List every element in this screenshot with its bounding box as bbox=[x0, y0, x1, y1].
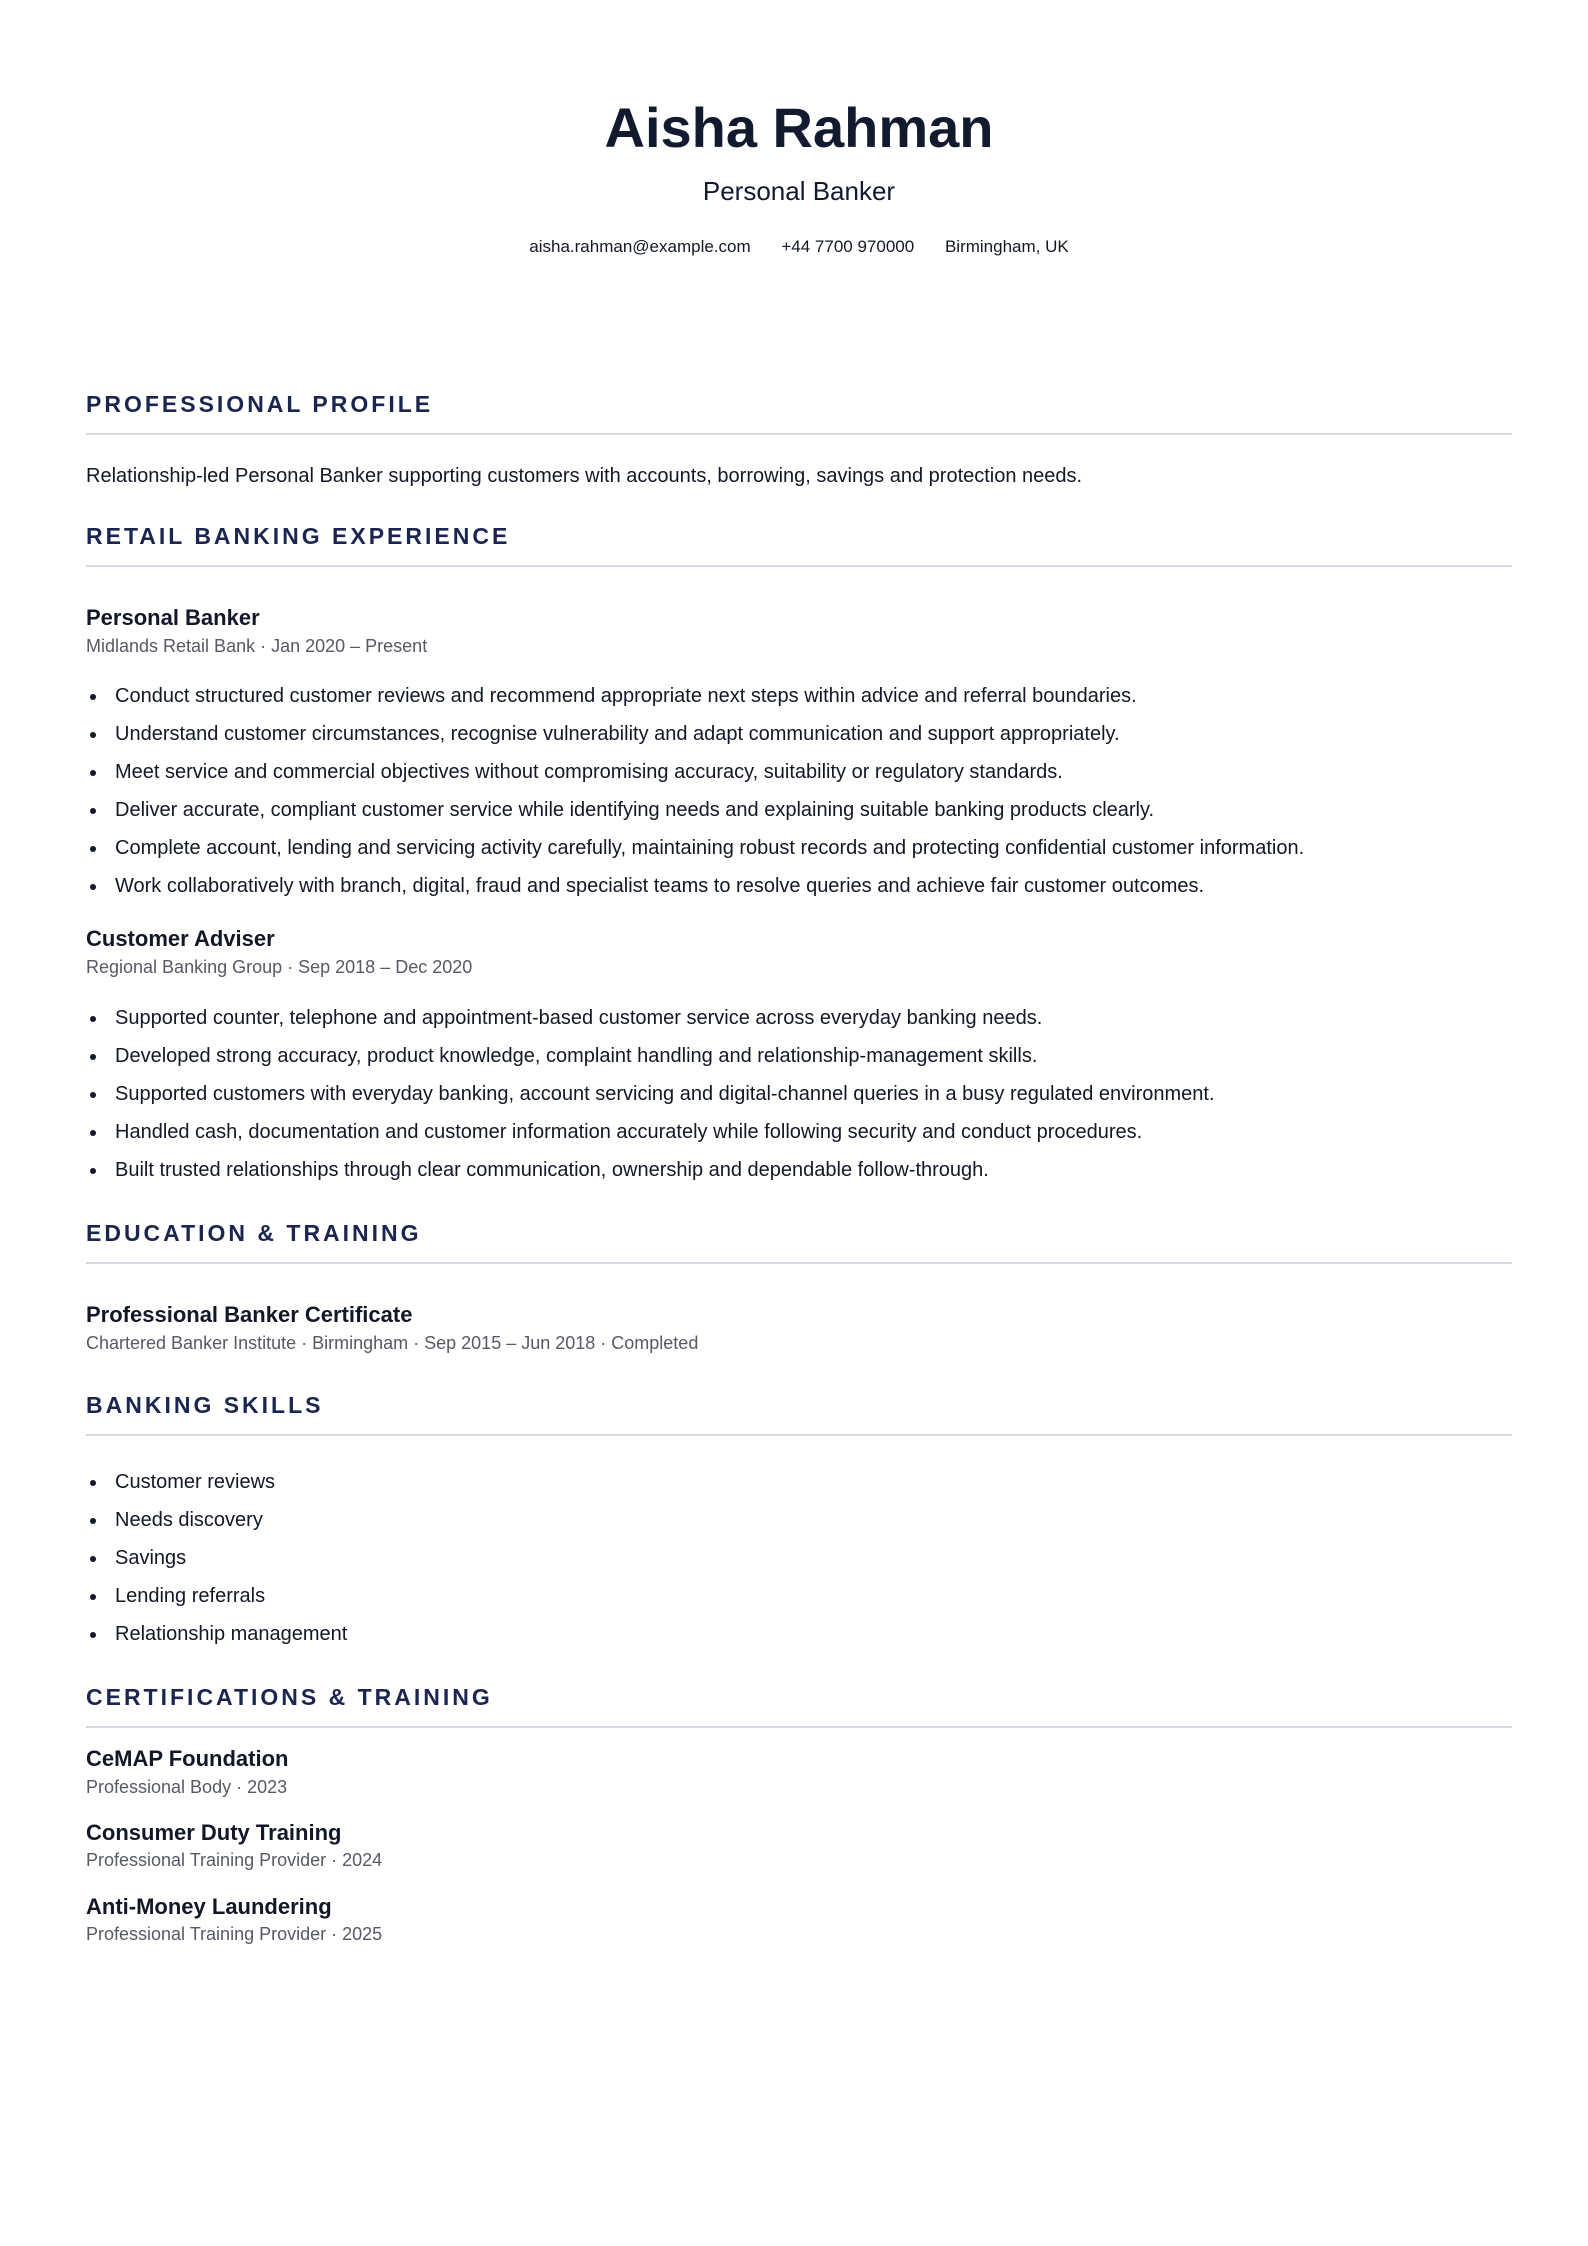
education-name: Professional Banker Certificate bbox=[86, 1302, 413, 1327]
section-divider bbox=[86, 1434, 1512, 1436]
job-role: Customer Adviser bbox=[86, 926, 275, 951]
list-item: Savings bbox=[86, 1545, 1512, 1583]
list-item: Supported customers with everyday banking, account servicing and digital-channel queries in a busy regulated environment. bbox=[86, 1081, 1512, 1119]
job-role: Personal Banker bbox=[86, 605, 260, 630]
certification-meta: Professional Training Provider · 2024 bbox=[86, 1850, 383, 1870]
job-meta: Midlands Retail Bank · Jan 2020 – Present bbox=[86, 636, 428, 656]
phone-text: +44 7700 970000 bbox=[781, 237, 915, 256]
certification-name: Consumer Duty Training bbox=[86, 1820, 342, 1845]
list-item: Developed strong accuracy, product knowledge, complaint handling and relationship-management skills. bbox=[86, 1043, 1512, 1081]
list-item: Needs discovery bbox=[86, 1507, 1512, 1545]
list-item: Complete account, lending and servicing activity carefully, maintaining robust records and protecting confidential customer information. bbox=[86, 835, 1512, 873]
list-item: Handled cash, documentation and customer information accurately while following security and conduct procedures. bbox=[86, 1119, 1512, 1157]
certification-name: Anti-Money Laundering bbox=[86, 1894, 332, 1919]
certification-meta: Professional Body · 2023 bbox=[86, 1777, 288, 1797]
list-item: Conduct structured customer reviews and recommend appropriate next steps within advice and referral boundaries. bbox=[86, 683, 1512, 721]
section-heading-certifications: CERTIFICATIONS & TRAINING bbox=[86, 1684, 493, 1710]
certification-meta: Professional Training Provider · 2025 bbox=[86, 1924, 383, 1944]
education-meta: Chartered Banker Institute · Birmingham · Sep 2015 – Jun 2018 · Completed bbox=[86, 1333, 699, 1353]
list-item: Customer reviews bbox=[86, 1469, 1512, 1507]
profile-summary: Relationship-led Personal Banker supporting customers with accounts, borrowing, savings and protection needs. bbox=[86, 465, 1083, 487]
section-heading-profile: PROFESSIONAL PROFILE bbox=[86, 391, 434, 417]
list-item: Understand customer circumstances, recognise vulnerability and adapt communication and support appropriately. bbox=[86, 721, 1512, 759]
section-heading-education: EDUCATION & TRAINING bbox=[86, 1220, 422, 1246]
candidate-name: Aisha Rahman bbox=[604, 96, 994, 159]
list-item: Supported counter, telephone and appointment-based customer service across everyday banking needs. bbox=[86, 1005, 1512, 1043]
list-item: Lending referrals bbox=[86, 1583, 1512, 1621]
job-title: Personal Banker bbox=[702, 176, 896, 206]
section-heading-experience: RETAIL BANKING EXPERIENCE bbox=[86, 523, 511, 549]
list-item: Relationship management bbox=[86, 1621, 1512, 1659]
list-item: Built trusted relationships through clear communication, ownership and dependable follow-through. bbox=[86, 1157, 1512, 1195]
section-heading-skills: BANKING SKILLS bbox=[86, 1392, 324, 1418]
section-divider bbox=[86, 565, 1512, 567]
contact-line bbox=[86, 236, 1512, 258]
job-bullets bbox=[86, 683, 1512, 911]
job-bullets bbox=[86, 1005, 1512, 1195]
section-divider bbox=[86, 433, 1512, 435]
list-item: Deliver accurate, compliant customer service while identifying needs and explaining suitable banking products clearly. bbox=[86, 797, 1512, 835]
location-text: Birmingham, UK bbox=[944, 237, 1069, 256]
job-meta: Regional Banking Group · Sep 2018 – Dec 2020 bbox=[86, 957, 473, 977]
certification-name: CeMAP Foundation bbox=[86, 1746, 289, 1771]
email-text: aisha.rahman@example.com bbox=[529, 237, 751, 256]
list-item: Meet service and commercial objectives without compromising accuracy, suitability or regulatory standards. bbox=[86, 759, 1512, 797]
skills-list bbox=[86, 1469, 1512, 1659]
section-divider bbox=[86, 1726, 1512, 1728]
list-item: Work collaboratively with branch, digital, fraud and specialist teams to resolve queries and achieve fair customer outcomes. bbox=[86, 873, 1512, 911]
section-divider bbox=[86, 1262, 1512, 1264]
